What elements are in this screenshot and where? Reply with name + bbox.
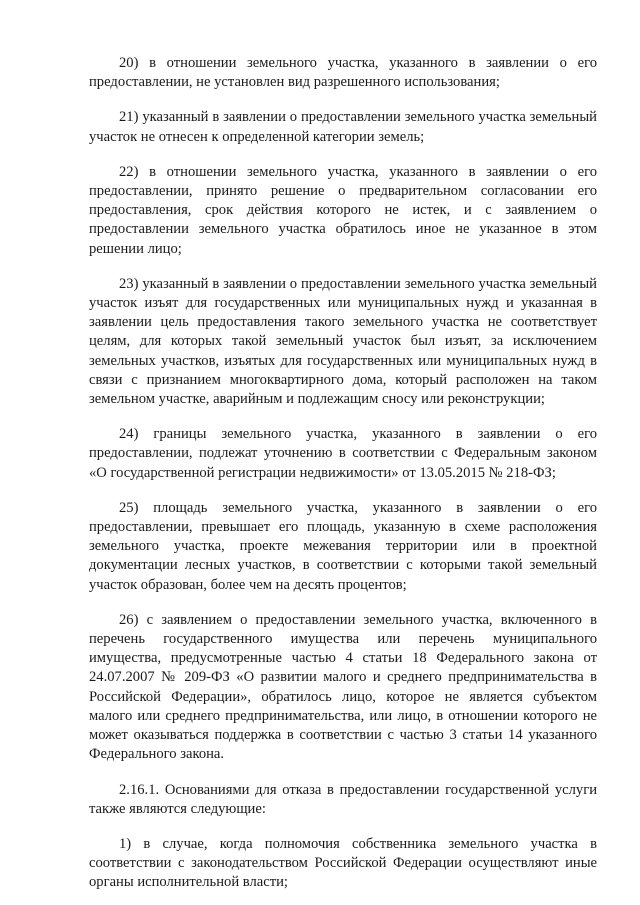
paragraph-item-26: 26) с заявлением о предоставлении земельного участка, включенного в перечень государственного имущества или перечень муниципального имущества, предусмотренные частью 4 статьи 18 Федерального закона от 24.07.2007 № 209-ФЗ «О развитии малого и среднего предпринимательства в Российской Федерации», обратилось лицо, которое не является субъектом малого или среднего предпринимательства, или лицо, в отношении которого не может оказываться поддержка в соответствии с частью 3 статьи 14 указанного Федерального закона. (89, 611, 597, 763)
document-page (89, 54, 597, 893)
paragraph-item-24: 24) границы земельного участка, указанного в заявлении о его предоставлении, подлежат уточнению в соответствии с Федеральным законом «О государственной регистрации недвижимости» от 13.05.2015 № 218-ФЗ; (89, 426, 597, 481)
paragraph-item-21: 21) указанный в заявлении о предоставлении земельного участка земельный участок не отнесен к определенной категории земель; (89, 109, 597, 145)
paragraph-item-20: 20) в отношении земельного участка, указанного в заявлении о его предоставлении, не установлен вид разрешенного использования; (89, 55, 597, 91)
paragraph-subitem-1: 1) в случае, когда полномочия собственника земельного участка в соответствии с законодательством Российской Федерации осуществляют иные органы исполнительной власти; (89, 835, 597, 891)
paragraph-section-2-16-1: 2.16.1. Основаниями для отказа в предоставлении государственной услуги также являются следующие: (89, 781, 597, 817)
paragraph-item-23: 23) указанный в заявлении о предоставлении земельного участка земельный участок изъят для государственных или муниципальных нужд и указанная в заявлении цель предоставления такого земельного участка не соответствует целям, для которых такой земельный участок был изъят, за исключением земельных участков, изъятых для государственных или муниципальных нужд в связи с признанием многоквартирного дома, который расположен на таком земельном участке, аварийным и подлежащим сносу или реконструкции; (89, 275, 597, 408)
paragraph-item-25: 25) площадь земельного участка, указанного в заявлении о его предоставлении, превышает его площадь, указанную в схеме расположения земельного участка, проекте межевания территории или в проектной документации лесных участков, в соответствии с которыми такой земельный участок образован, более чем на десять процентов; (89, 499, 597, 593)
paragraph-item-22: 22) в отношении земельного участка, указанного в заявлении о его предоставлении, принято решение о предварительном согласовании его предоставления, срок действия которого не истек, и с заявлением о предоставлении земельного участка обратилось иное не указанное в этом решении лицо; (89, 163, 597, 257)
